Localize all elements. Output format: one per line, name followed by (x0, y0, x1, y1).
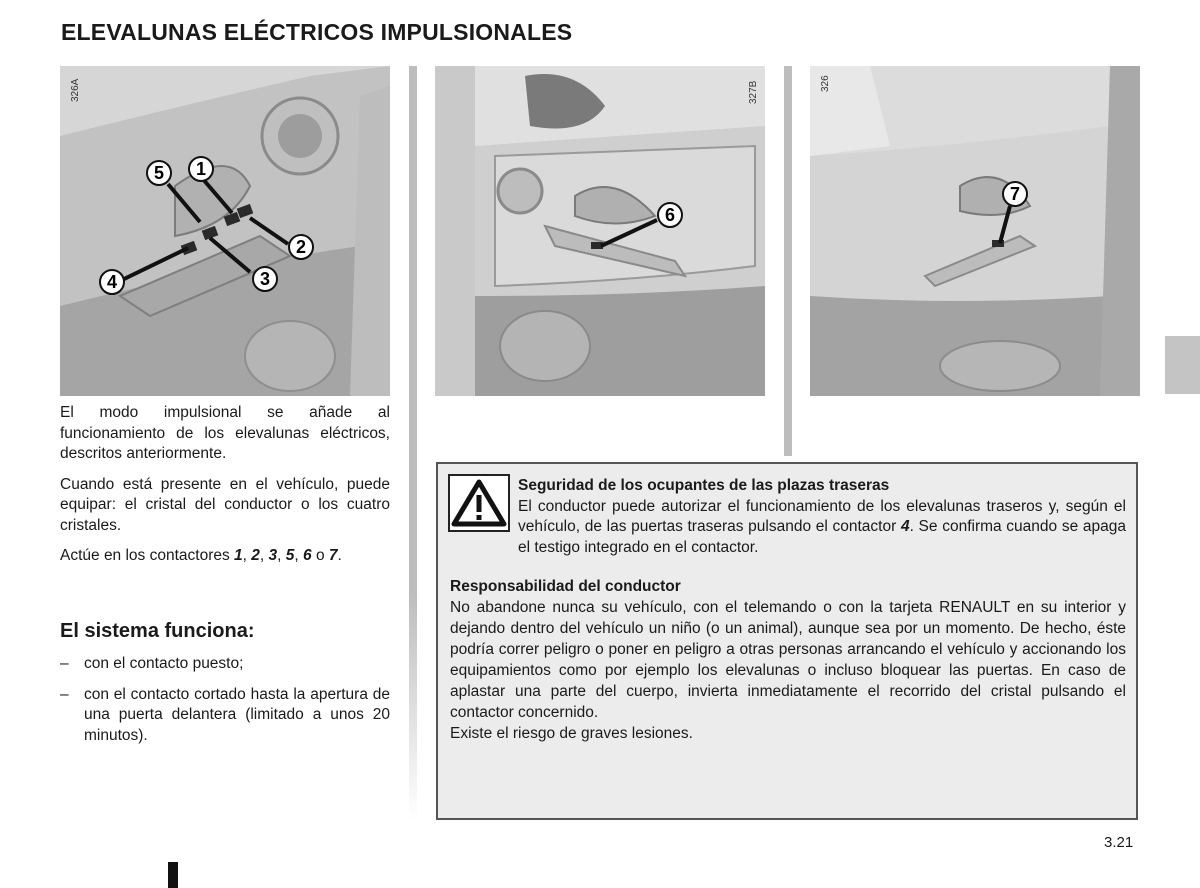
intro-paragraph-2: Cuando está presente en el vehículo, puede equipar: el cristal del conductor o los cuatro cristales. (60, 475, 390, 534)
list-item: – con el contacto puesto; (60, 655, 244, 672)
page-title: ELEVALUNAS ELÉCTRICOS IMPULSIONALES (61, 19, 573, 45)
warning-text: El conductor puede autorizar el funcionamiento de los elevalunas traseros y, según el vehículo, de las puertas traseras pulsando el contactor 4. Se confirma cuando se apaga el testigo integrado en el contactor. (518, 497, 1126, 556)
svg-text:1: 1 (195, 159, 207, 179)
figure-code: 326A (70, 78, 81, 102)
figure-code: 327B (748, 80, 759, 104)
intro-text (60, 403, 390, 577)
warning-triangle-icon (448, 474, 510, 532)
svg-text:2: 2 (295, 237, 307, 257)
list-item: – con el contacto cortado hasta la apertura de una puerta delantera (limitado a unos 20 minutos). (60, 685, 390, 744)
risk-text: Existe el riesgo de graves lesiones. (450, 725, 693, 742)
warning-header (518, 476, 1126, 558)
intro-paragraph-1: El modo impulsional se añade al funcionamiento de los elevalunas eléctricos, descritos anteriormente. (60, 404, 390, 462)
warning-box (436, 462, 1138, 820)
figure-code: 326 (820, 75, 831, 92)
section-heading: El sistema funciona: (60, 620, 255, 642)
svg-text:5: 5 (153, 163, 165, 183)
figure-rear-door-326 (810, 66, 1140, 396)
crop-mark (168, 862, 178, 888)
svg-text:3: 3 (259, 269, 271, 289)
intro-paragraph-3: Actúe en los contactores 1, 2, 3, 5, 6 o 7. (60, 547, 342, 564)
figure-front-door-327b (435, 66, 765, 396)
column-divider (784, 66, 792, 456)
svg-text:4: 4 (106, 272, 118, 292)
responsibility-section (450, 576, 1126, 744)
page-number: 3.21 (1104, 834, 1134, 851)
column-divider (409, 66, 417, 820)
responsibility-title: Responsabilidad del conductor (450, 578, 681, 595)
svg-text:6: 6 (664, 205, 676, 225)
conditions-list (60, 654, 390, 756)
responsibility-text: No abandone nunca su vehículo, con el telemando o con la tarjeta RENAULT en su interior y dejando dentro del vehículo un niño (o un animal), aunque sea por un momento. De hecho, éste podría correr peligro o poner en peligro a otras personas arrancando el vehículo y accionando los equipamientos como por ejemplo los elevalunas o incluso bloquear las puertas. En caso de aplastar una parte del cuerpo, invierta inmediatamente el recorrido del cristal pulsando el contactor concernido. (450, 599, 1126, 721)
svg-text:7: 7 (1009, 184, 1021, 204)
warning-title: Seguridad de los ocupantes de las plazas traseras (518, 477, 890, 494)
figure-door-panel-326a (60, 66, 390, 396)
chapter-tab (1165, 336, 1200, 394)
